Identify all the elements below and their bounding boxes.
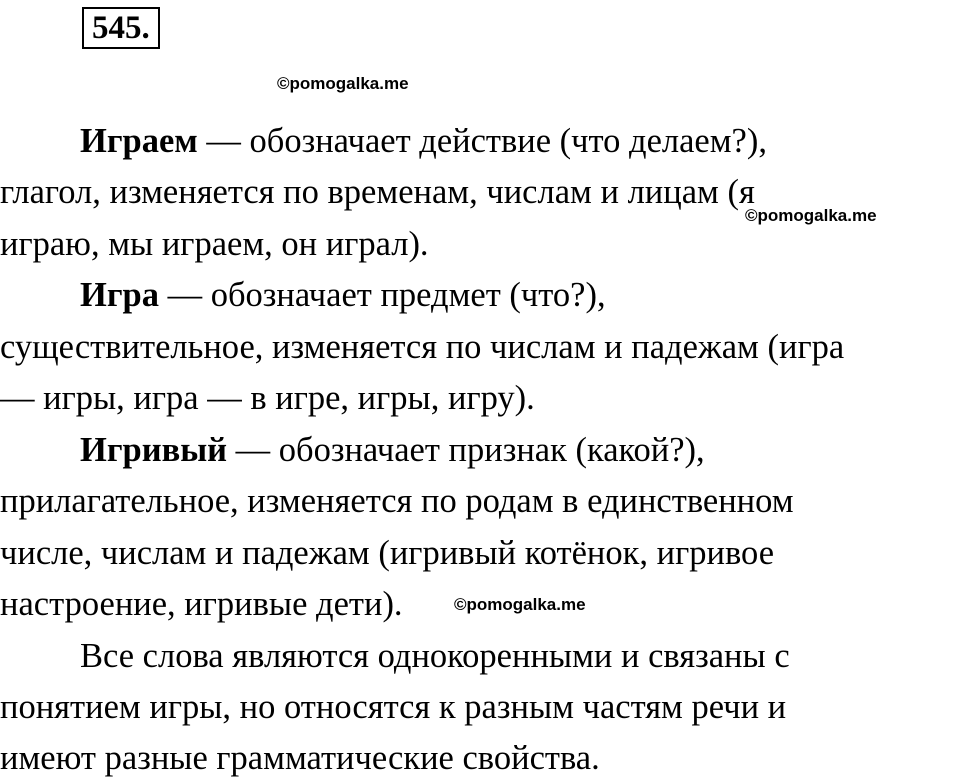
paragraph-line xyxy=(80,121,767,161)
paragraph-line: прилагательное, изменяется по родам в единственном xyxy=(0,482,794,520)
term-bold: Игра xyxy=(80,276,159,314)
paragraph-line: глагол, изменяется по временам, числам и лицам (я xyxy=(0,173,755,211)
paragraph-text: — обозначает предмет (что?), xyxy=(158,276,606,314)
paragraph-line: — игры, игра — в игре, игры, игру). xyxy=(0,379,535,417)
paragraph-line: настроение, игривые дети). xyxy=(0,585,403,623)
task-number-box: 545. xyxy=(82,7,160,49)
watermark: ©pomogalka.me xyxy=(745,206,877,225)
watermark: ©pomogalka.me xyxy=(277,74,409,93)
paragraph-line: существительное, изменяется по числам и падежам (игра xyxy=(0,328,845,366)
term-bold: Игривый xyxy=(80,431,228,469)
paragraph-line xyxy=(80,275,606,315)
watermark: ©pomogalka.me xyxy=(454,595,586,614)
paragraph-line: имеют разные грамматические свойства. xyxy=(0,739,600,777)
paragraph-line: числе, числам и падежам (игривый котёнок, игривое xyxy=(0,534,775,572)
paragraph-line: Все слова являются однокоренными и связаны с xyxy=(80,637,790,675)
paragraph-text: — обозначает признак (какой?), xyxy=(227,431,705,469)
paragraph-line: играю, мы играем, он играл). xyxy=(0,225,429,263)
term-bold: Играем xyxy=(80,122,198,160)
paragraph-text: — обозначает действие (что делаем?), xyxy=(197,122,767,160)
paragraph-line xyxy=(80,430,705,470)
paragraph-line: понятием игры, но относятся к разным частям речи и xyxy=(0,688,787,726)
